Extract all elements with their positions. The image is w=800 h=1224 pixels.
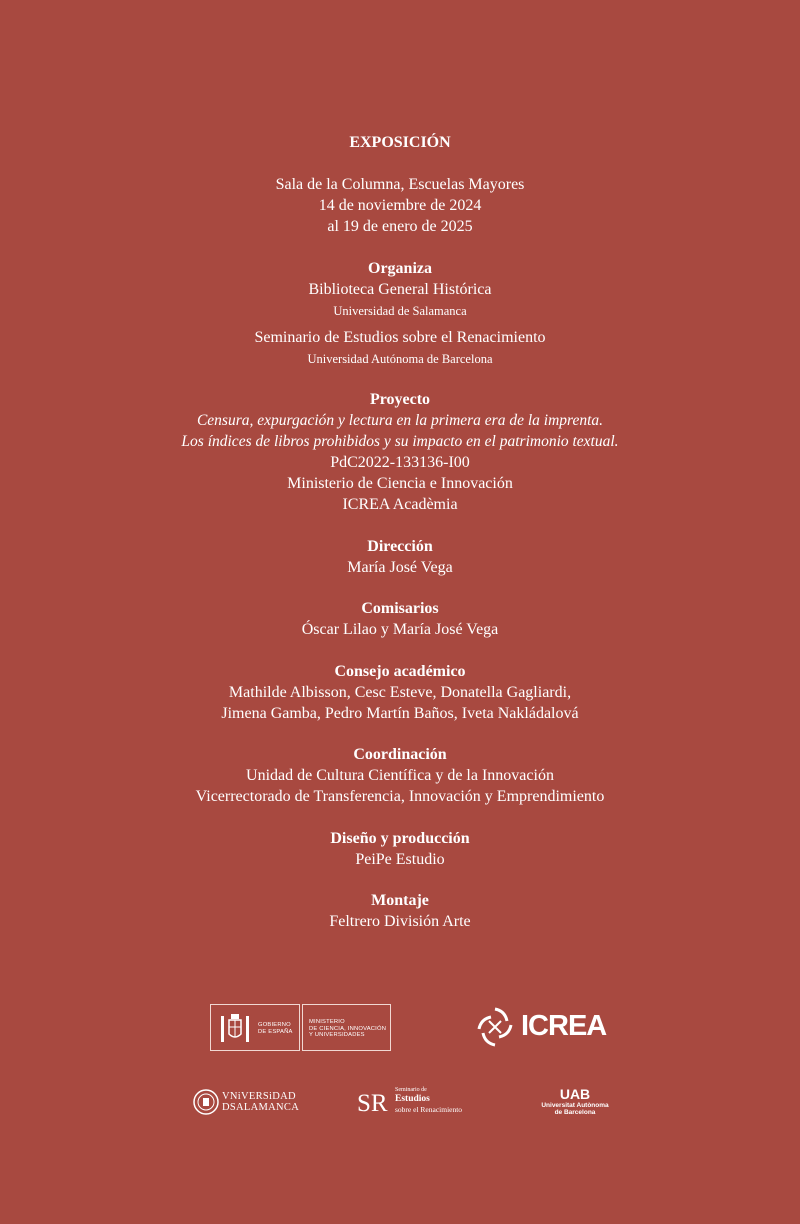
- coordinacion-line-2: Vicerrectorado de Transferencia, Innovación y Emprendimiento: [195, 788, 605, 805]
- uab-logo: [525, 1087, 625, 1119]
- organiza-heading: Organiza: [368, 260, 432, 277]
- usal-seal-icon: [193, 1089, 219, 1115]
- sr-mark: SR: [357, 1090, 388, 1117]
- organizer-2-sub: Universidad Autónoma de Barcelona: [307, 352, 493, 366]
- date-from: 14 de noviembre de 2024: [318, 197, 482, 214]
- sr-line-3: sobre el Renacimiento: [395, 1104, 463, 1114]
- project-icrea: ICREA Acadèmia: [342, 496, 458, 513]
- direccion-name: María José Vega: [347, 559, 453, 576]
- usal-line-1: VNiVERSiDAD: [222, 1091, 296, 1102]
- consejo-line-2: Jimena Gamba, Pedro Martín Baños, Iveta Nakládalová: [221, 705, 579, 722]
- consejo-line-1: Mathilde Albisson, Cesc Esteve, Donatella Gagliardi,: [228, 684, 572, 701]
- gobierno-line-1: GOBIERNO: [258, 1022, 291, 1028]
- project-ministry: Ministerio de Ciencia e Innovación: [287, 475, 513, 492]
- icrea-wordmark: ICREA: [521, 1010, 607, 1042]
- proyecto-heading: Proyecto: [369, 391, 431, 408]
- venue: Sala de la Columna, Escuelas Mayores: [275, 176, 525, 193]
- icrea-logo: [473, 1005, 607, 1049]
- ministerio-line-2: DE CIENCIA, INNOVACIÓN: [309, 1025, 387, 1032]
- gobierno-logo: [210, 1004, 300, 1051]
- usal-line-2: DSALAMANCA: [222, 1102, 300, 1114]
- direccion-heading: Dirección: [367, 538, 433, 555]
- coordinacion-heading: Coordinación: [353, 746, 447, 763]
- project-title-line-2: Los índices de libros prohibidos y su impacto en el patrimonio textual.: [181, 433, 619, 450]
- coat-of-arms-icon: [217, 1010, 253, 1046]
- project-code: PdC2022-133136-I00: [330, 454, 470, 471]
- comisarios-names: Óscar Lilao y María José Vega: [301, 621, 499, 638]
- diseno-name: PeiPe Estudio: [355, 851, 445, 868]
- organizer-2: Seminario de Estudios sobre el Renacimiento: [254, 329, 546, 346]
- date-to: al 19 de enero de 2025: [327, 218, 473, 235]
- comisarios-heading: Comisarios: [361, 600, 439, 617]
- montaje-name: Feltrero División Arte: [329, 913, 471, 930]
- ministerio-line-1: MINISTERIO: [309, 1019, 345, 1025]
- uab-line-1: Universitat Autònoma: [541, 1102, 609, 1109]
- gobierno-line-2: DE ESPAÑA: [258, 1028, 293, 1035]
- coordinacion-line-1: Unidad de Cultura Científica y de la Innovación: [246, 767, 554, 784]
- diseno-heading: Diseño y producción: [330, 830, 470, 847]
- exhibition-title: EXPOSICIÓN: [349, 134, 451, 151]
- ministerio-line-3: Y UNIVERSIDADES: [309, 1032, 365, 1039]
- organizer-1: Biblioteca General Histórica: [308, 281, 492, 298]
- icrea-swirl-icon: [473, 1005, 519, 1049]
- ministerio-logo: [302, 1004, 391, 1051]
- sr-line-2: Estudios: [395, 1094, 430, 1105]
- sr-logo: [357, 1087, 477, 1119]
- uab-mark: UAB: [559, 1086, 591, 1102]
- sr-line-1: Seminario de: [395, 1087, 427, 1093]
- organizer-1-sub: Universidad de Salamanca: [333, 304, 467, 318]
- consejo-heading: Consejo académico: [334, 663, 466, 680]
- usal-logo: [193, 1089, 303, 1119]
- montaje-heading: Montaje: [371, 892, 429, 909]
- project-title-line-1: Censura, expurgación y lectura en la primera era de la imprenta.: [196, 412, 604, 429]
- uab-line-2: de Barcelona: [554, 1109, 596, 1117]
